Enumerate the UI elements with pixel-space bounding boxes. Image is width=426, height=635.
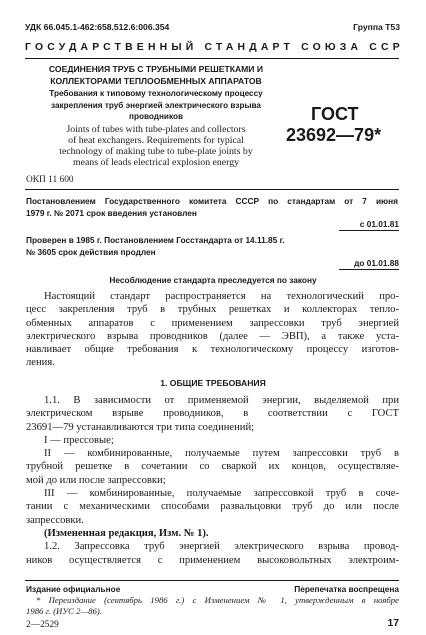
title-en-line: means of leads electrical explosion energy [72, 156, 240, 168]
subtitle-line: проводников [129, 112, 183, 121]
body-line: 1.2. Запрессовка труб энергией электрического взрыва провод- [44, 541, 399, 553]
title-ru [32, 64, 280, 87]
extended-date: до 01.01.88 [354, 258, 399, 268]
org-title: ГОСУДАРСТВЕННЫЙ СТАНДАРТ СОЮЗА ССР [25, 42, 404, 53]
intro-line: ления. [26, 357, 55, 369]
approval-line: 1979 г. № 2071 срок введения установлен [26, 208, 197, 218]
title-rule [25, 189, 399, 190]
body-line: III — комбинированные, получаемые запрессовкой труб в соче- [44, 488, 399, 500]
body-line: электрическом взрыве проводников, в соответствии с ГОСТ [26, 408, 399, 420]
udk-code: УДК 66.045.1-462:658.512.6:006.354 [25, 22, 170, 32]
official-edition: Издание официальное [26, 584, 121, 594]
footnote-line: 1986 г. (ИУС 2—86). [26, 606, 102, 616]
gost-number: 23692—79* [286, 125, 382, 145]
page-number: 17 [387, 618, 399, 629]
title-en-line: technology of making tube to tube-plate joints by [59, 145, 253, 157]
legal-notice: Несоблюдение стандарта преследуется по закону [109, 275, 317, 285]
body-line: 23691—79 устанавливаются три типа соединений; [26, 421, 255, 433]
intro-line: Настоящий стандарт распространяется на технологический про- [44, 291, 399, 302]
body-line: запрессовки. [26, 514, 84, 526]
body-line: I — прессовые; [44, 434, 114, 446]
intro-line: обменных аппаратов с применением запрессовки труб энергией [26, 317, 399, 329]
section-heading: 1. ОБЩИЕ ТРЕБОВАНИЯ [160, 378, 266, 388]
body-line: II — комбинированные, получаемые путем запрессовки труб в [44, 448, 399, 460]
title-en [32, 124, 280, 168]
title-subtitle [32, 88, 280, 123]
footnote-text: * Переиздание (сентябрь 1986 г.) с Изменением № 1, утвержденным в ноябре [36, 595, 399, 605]
intro-line: навливает общие требования к технологическому процессу изготов- [26, 344, 399, 356]
intro-paragraph [26, 290, 399, 370]
reprint-notice: Перепечатка воспрещена [294, 584, 399, 594]
review-line: Проверен в 1985 г. Постановлением Госстандарта от 14.11.85 г. [26, 235, 285, 245]
effective-date: с 01.01.81 [359, 219, 399, 229]
review-line: № 3605 срок действия продлен [26, 247, 156, 257]
body-line: трубной решетке в сочетании со сваркой их концов, осуществляе- [26, 461, 399, 473]
section1-body [26, 394, 399, 567]
body-line: 1.1. В зависимости от применяемой энергии, выделяемой при [44, 395, 399, 406]
print-code: 2—2529 [26, 620, 59, 630]
intro-line: электрического взрыва проводников (далее — ЭВП), а также уста- [26, 330, 399, 342]
group-code: Группа Т53 [353, 22, 400, 32]
title-ru-line: СОЕДИНЕНИЯ ТРУБ С ТРУБНЫМИ РЕШЕТКАМИ И [48, 64, 264, 74]
header-rule [25, 58, 399, 59]
body-line: ников осуществляется с применением высоковольтных электроим- [26, 554, 399, 566]
title-block [32, 64, 280, 168]
date-underline [339, 230, 399, 231]
intro-line: цесс закрепления труб в трубных решетках и коллекторах тепло- [26, 304, 399, 316]
body-line: мой до или после запрессовки; [26, 474, 166, 486]
title-en-line: Joints of tubes with tube-plates and collectors [66, 123, 246, 135]
body-line: тании с механическими способами развальцовки труб до или после [26, 501, 399, 513]
okp-code: ОКП 11 600 [26, 175, 74, 185]
title-en-line: of heat exchangers. Requirements for typical [68, 134, 244, 146]
subtitle-line: Требования к типовому технологическому процессу [49, 89, 263, 98]
approval-text: Постановлением Государственного комитета СССР по стандартам от 7 июня [26, 196, 398, 206]
gost-label: ГОСТ [311, 104, 359, 124]
date-underline [339, 269, 399, 270]
approval-line [26, 196, 398, 206]
title-ru-line: КОЛЛЕКТОРАМИ ТЕПЛООБМЕННЫХ АППАРАТОВ [50, 75, 262, 86]
footer-rule [25, 580, 399, 581]
subtitle-line: закрепления труб энергией электрического взрыва [51, 100, 261, 110]
footnote-line [26, 595, 399, 605]
amendment-note: (Измененная редакция, Изм. № 1). [44, 527, 209, 539]
